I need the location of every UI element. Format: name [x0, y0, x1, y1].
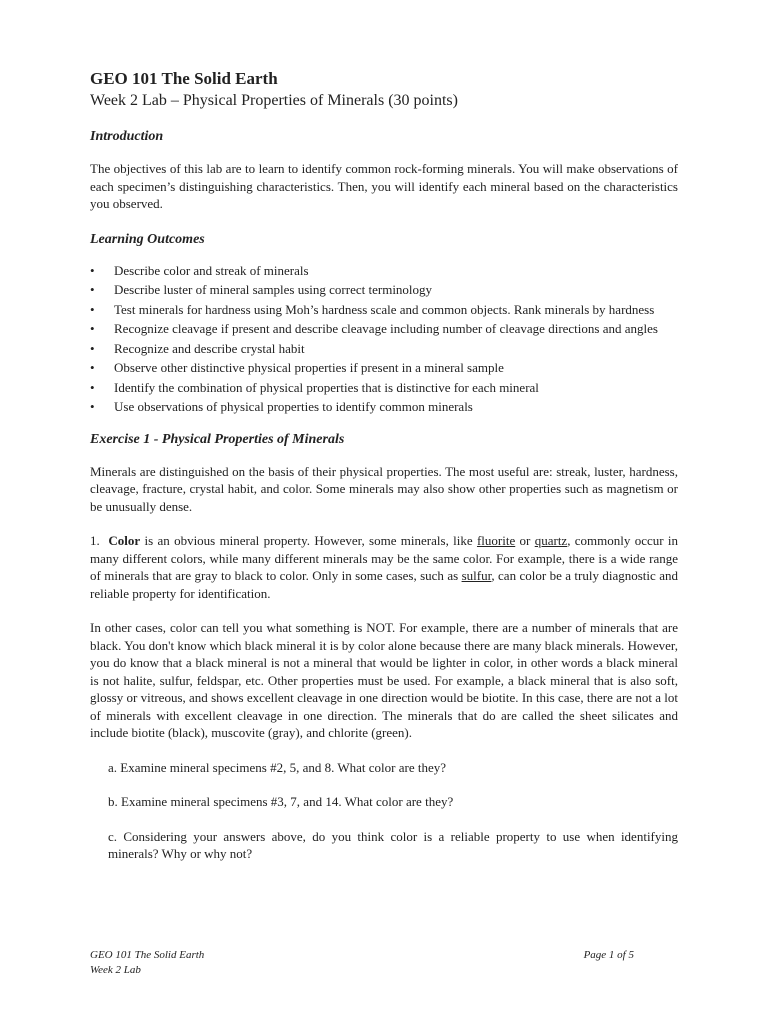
- paragraph-text: is an obvious mineral property. However, some minerals, like: [140, 533, 477, 548]
- exercise-1-intro: Minerals are distinguished on the basis of their physical properties. The most useful are: streak, luster, hardness, cleavage, fracture, crystal habit, and color. Some minerals may also show other properties such as magnetism or be unusually dense.: [90, 463, 678, 514]
- question-b: b. Examine mineral specimens #3, 7, and 14. What color are they?: [108, 794, 454, 809]
- page-footer: [90, 948, 634, 978]
- footer-page-number: Page 1 of 5: [583, 949, 634, 961]
- document-content: [90, 68, 678, 880]
- outcome-text: Describe luster of mineral samples using correct terminology: [114, 282, 433, 297]
- list-item: [90, 380, 678, 397]
- introduction-text: The objectives of this lab are to learn to identify common rock-forming minerals. You will make observations of each specimen’s distinguishing characteristics. Then, you will identify each mineral based on the characteristics you observed.: [90, 161, 678, 211]
- list-item: [90, 302, 678, 319]
- outcome-text: Identify the combination of physical properties that is distinctive for each mineral: [114, 379, 539, 395]
- other-cases-paragraph: In other cases, color can tell you what something is NOT. For example, there are a number of minerals that are black. You don't know which black mineral it is by color alone because there are many black minerals. However, you do know that a black mineral is not a mineral that would be lighter in color, in other words a black mineral is not halite, sulfur, feldspar, etc. Other properties must be used. For example, a black mineral that is also soft, glossy or vitreous, and shows excellent cleavage in one direction would be biotite. In this case, there are not a lot of minerals with excellent cleavage in one direction. The minerals that do are called the sheet silicates and include biotite (black), muscovite (gray), and chlorite (green).: [90, 620, 678, 740]
- outcome-text: Use observations of physical properties to identify common minerals: [114, 399, 473, 414]
- color-term: Color: [108, 533, 141, 548]
- list-item: [90, 360, 678, 377]
- outcome-text: Observe other distinctive physical properties if present in a mineral sample: [114, 360, 504, 375]
- list-item: [90, 282, 678, 299]
- paragraph-text: , can color be a truly diagnostic and reliable property for identification.: [90, 568, 678, 601]
- bullet-icon: •: [90, 360, 95, 375]
- fluorite-term: fluorite: [476, 533, 516, 548]
- question-a: a. Examine mineral specimens #2, 5, and 8. What color are they?: [108, 759, 446, 775]
- color-paragraph: [90, 532, 678, 602]
- outcome-text: Recognize and describe crystal habit: [114, 340, 305, 356]
- bullet-icon: •: [90, 282, 95, 297]
- outcome-text: Describe color and streak of minerals: [114, 262, 309, 278]
- exercise-1-heading: Exercise 1 - Physical Properties of Minerals: [90, 431, 345, 447]
- bullet-icon: •: [90, 301, 95, 317]
- bullet-icon: •: [90, 379, 95, 395]
- document-title: GEO 101 The Solid Earth: [90, 69, 278, 88]
- list-item: [90, 263, 678, 280]
- item-number: 1.: [90, 533, 100, 548]
- bullet-icon: •: [90, 340, 95, 356]
- bullet-icon: •: [90, 262, 95, 278]
- outcome-text: Test minerals for hardness using Moh’s hardness scale and common objects. Rank minerals by hardness: [114, 301, 655, 317]
- introduction-heading: Introduction: [90, 129, 164, 144]
- outcome-text: Recognize cleavage if present and describe cleavage including number of cleavage directions and angles: [114, 321, 658, 336]
- footer-week: Week 2 Lab: [90, 964, 141, 976]
- footer-course: GEO 101 The Solid Earth: [90, 949, 205, 961]
- sulfur-term: sulfur: [461, 568, 492, 583]
- learning-outcomes-list: [90, 263, 678, 416]
- list-item: [90, 341, 678, 358]
- paragraph-text: or: [515, 533, 535, 548]
- bullet-icon: •: [90, 321, 95, 336]
- quartz-term: quartz: [534, 533, 568, 548]
- paragraph-text: , commonly occur in many different colors, while many different minerals may be the same color. For example, there is a wide range of minerals that are gray to black to color. Only in some cases, such as: [90, 533, 678, 583]
- question-c: c. Considering your answers above, do you think color is a reliable property to use when identifying minerals? Why or why not?: [108, 828, 678, 861]
- document-subtitle: Week 2 Lab – Physical Properties of Minerals (30 points): [90, 92, 458, 109]
- list-item: [90, 321, 678, 338]
- learning-outcomes-heading: Learning Outcomes: [90, 231, 205, 247]
- list-item: [90, 399, 678, 416]
- bullet-icon: •: [90, 399, 95, 414]
